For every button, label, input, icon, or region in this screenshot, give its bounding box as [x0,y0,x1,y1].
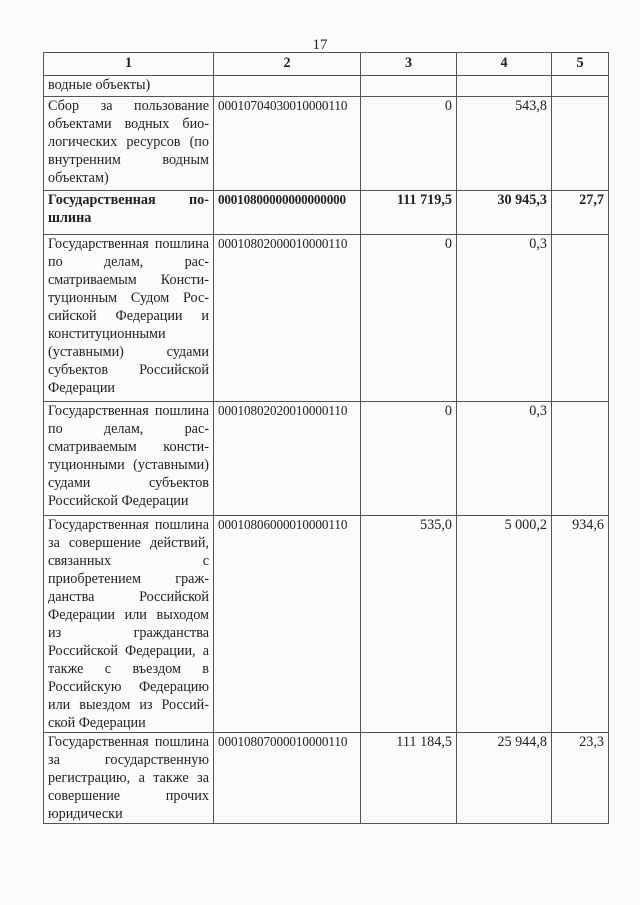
row-actual: 5 000,2 [457,516,552,733]
row-percent [552,235,609,402]
row-actual [457,76,552,97]
row-plan: 0 [361,402,457,516]
row-code: 00010704030010000110 [214,97,361,191]
row-name: водные объекты) [44,76,214,97]
row-plan [361,76,457,97]
row-plan: 111 719,5 [361,191,457,235]
row-code: 00010802000010000110 [214,235,361,402]
row-plan: 0 [361,235,457,402]
budget-table [43,52,609,824]
header-col-3: 3 [361,53,457,76]
row-name: Сбор за пользование объектами водных биологических ресурсов (по внутренним водным объектам) [44,97,214,191]
row-percent [552,402,609,516]
table-row [44,235,609,402]
row-code: 00010807000010000110 [214,733,361,824]
row-name: Государственная пошлина за государственную регистрацию, а также за совершение прочих юридически [44,733,214,824]
row-percent [552,97,609,191]
table-row-total [44,191,609,235]
row-percent: 934,6 [552,516,609,733]
row-name: Государственная пошлина [44,191,214,235]
row-name: Государственная пошлина за совершение действий, связанных с приобретением гражданства Российской Федерации или выходом из гражданства Российской Федерации, а также с въездом в Российскую Федерацию или выездом из Российской Федерации [44,516,214,733]
row-name: Государственная пошлина по делам, рассматриваемым Конституционным Судом Российской Федерации и конституционными (уставными) судами субъектов Российской Федерации [44,235,214,402]
header-col-4: 4 [457,53,552,76]
header-row [44,53,609,76]
table-row [44,402,609,516]
header-col-1: 1 [44,53,214,76]
row-code: 00010800000000000000 [214,191,361,235]
table-row [44,76,609,97]
row-code: 00010806000010000110 [214,516,361,733]
row-actual: 30 945,3 [457,191,552,235]
row-actual: 0,3 [457,402,552,516]
row-percent [552,76,609,97]
row-percent: 27,7 [552,191,609,235]
row-actual: 543,8 [457,97,552,191]
row-plan: 535,0 [361,516,457,733]
header-col-5: 5 [552,53,609,76]
page-number: 17 [312,37,328,53]
row-plan: 0 [361,97,457,191]
header-col-2: 2 [214,53,361,76]
table-row [44,97,609,191]
row-code: 00010802020010000110 [214,402,361,516]
table-row [44,516,609,733]
row-actual: 0,3 [457,235,552,402]
row-percent: 23,3 [552,733,609,824]
row-actual: 25 944,8 [457,733,552,824]
row-plan: 111 184,5 [361,733,457,824]
row-code [214,76,361,97]
table-row [44,733,609,824]
row-name: Государственная пошлина по делам, рассматриваемым конституционными (уставными) судами субъектов Российской Федерации [44,402,214,516]
